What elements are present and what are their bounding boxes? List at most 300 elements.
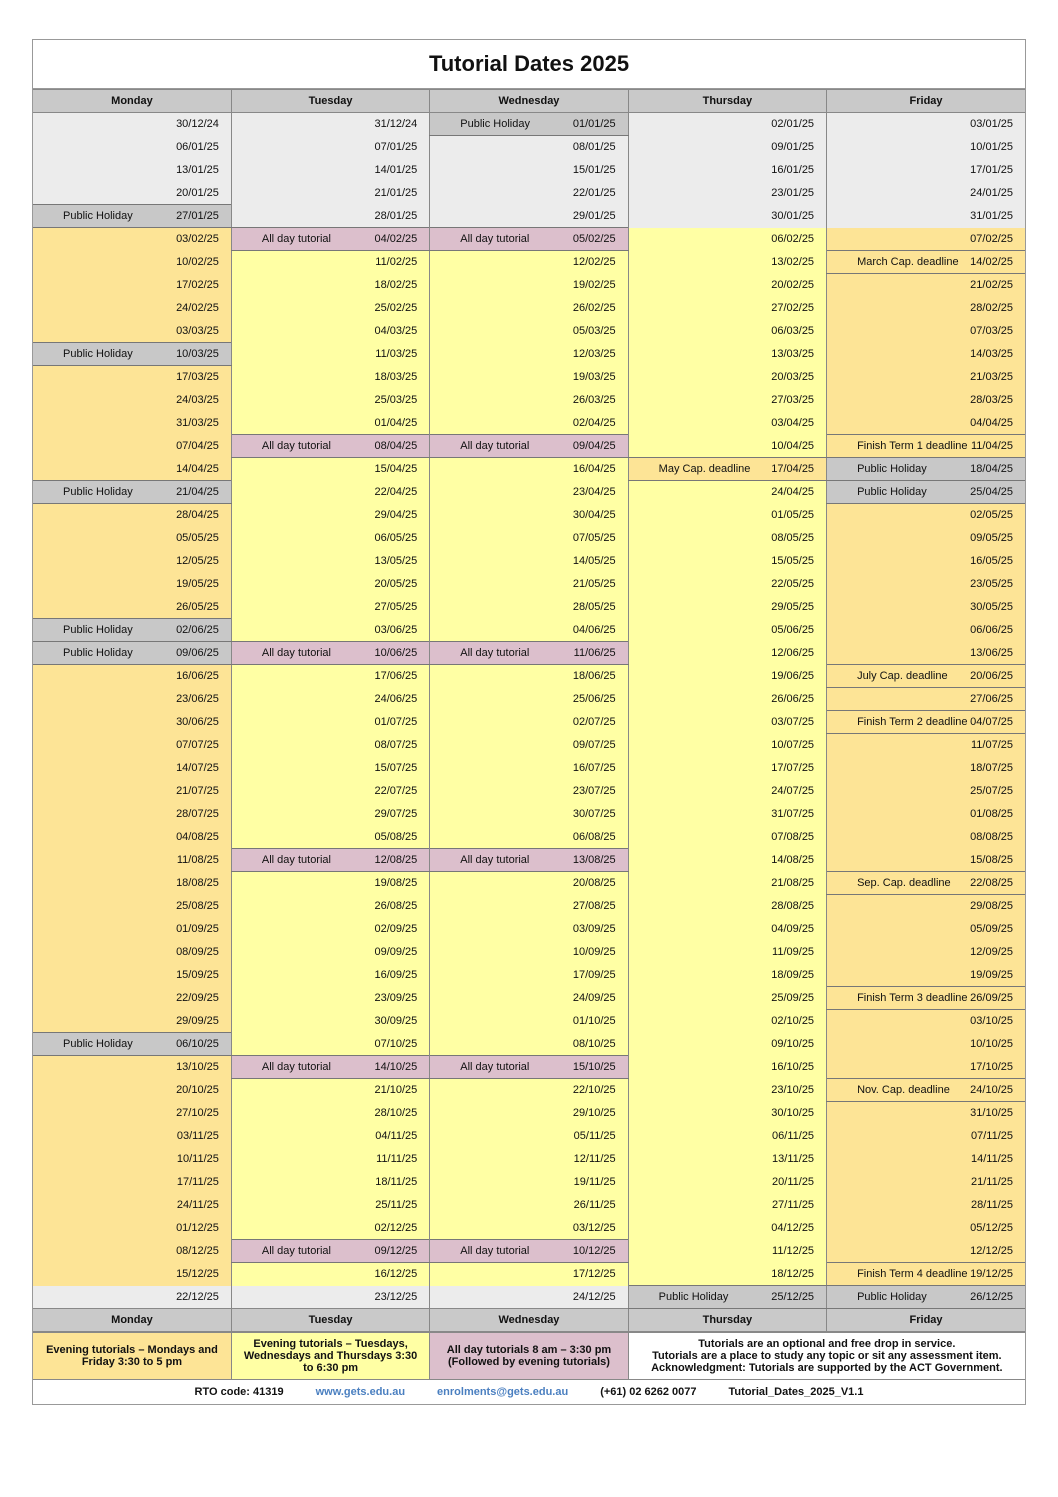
- day-cell-friday: [827, 826, 1025, 849]
- day-cell-tuesday: [231, 274, 429, 297]
- date-value: 23/12/25: [374, 1290, 418, 1303]
- event-label: All day tutorial: [460, 1245, 530, 1257]
- date-value: 30/09/25: [374, 1015, 418, 1027]
- day-cell-friday: [827, 159, 1025, 182]
- date-value: 03/03/25: [176, 324, 219, 337]
- date-value: 09/12/25: [374, 1245, 418, 1257]
- day-cell-tuesday: [231, 297, 429, 320]
- date-value: 11/06/25: [573, 647, 616, 659]
- day-cell-friday: [827, 320, 1025, 343]
- day-cell-wednesday: [430, 987, 628, 1010]
- day-cell-wednesday: [430, 1171, 628, 1194]
- week-row: [33, 228, 1025, 251]
- week-row: [33, 366, 1025, 389]
- week-row: [33, 113, 1025, 136]
- date-value: 09/01/25: [771, 141, 815, 153]
- legend-evening-monday-friday: Evening tutorials – Mondays and Friday 3:30 to 5 pm: [33, 1333, 231, 1380]
- day-cell-tuesday: [231, 1194, 429, 1217]
- day-cell-tuesday: [231, 780, 429, 803]
- date-value: 22/07/25: [374, 785, 418, 797]
- day-cell-friday: [827, 941, 1025, 964]
- day-cell-thursday: [628, 757, 826, 780]
- day-cell-wednesday: [430, 1125, 628, 1148]
- date-value: 28/01/25: [374, 209, 418, 222]
- date-value: 16/04/25: [572, 463, 616, 476]
- day-cell-thursday: [628, 251, 826, 274]
- day-cell-tuesday: [231, 1171, 429, 1194]
- date-value: 06/02/25: [771, 233, 815, 245]
- date-value: 24/10/25: [970, 1084, 1013, 1096]
- week-row: [33, 872, 1025, 895]
- day-cell-tuesday: [231, 1056, 429, 1079]
- day-cell-thursday: [628, 941, 826, 964]
- day-cell-monday: [33, 1263, 231, 1286]
- day-cell-thursday: [628, 136, 826, 159]
- date-value: 11/02/25: [375, 256, 418, 269]
- day-cell-friday: [827, 1033, 1025, 1056]
- day-cell-monday: [33, 573, 231, 596]
- date-value: 22/10/25: [572, 1084, 616, 1097]
- date-value: 22/12/25: [176, 1290, 219, 1303]
- day-cell-tuesday: [231, 113, 429, 136]
- date-value: 10/02/25: [176, 256, 219, 268]
- day-cell-friday: [827, 665, 1025, 688]
- day-cell-monday: [33, 251, 231, 274]
- day-cell-thursday: [628, 1056, 826, 1079]
- date-value: 09/09/25: [374, 946, 418, 958]
- day-cell-thursday: [628, 458, 826, 481]
- day-cell-wednesday: [430, 412, 628, 435]
- date-value: 08/07/25: [374, 739, 418, 751]
- day-cell-monday: [33, 412, 231, 435]
- date-value: 07/02/25: [970, 232, 1013, 245]
- date-value: 03/11/25: [176, 1130, 219, 1142]
- date-value: 29/04/25: [374, 509, 418, 521]
- day-cell-monday: [33, 274, 231, 297]
- date-value: 19/03/25: [572, 371, 616, 383]
- day-cell-friday: [827, 1240, 1025, 1263]
- date-value: 14/01/25: [374, 164, 418, 176]
- day-cell-tuesday: [231, 1148, 429, 1171]
- week-row: [33, 297, 1025, 320]
- date-value: 22/05/25: [771, 578, 815, 590]
- day-cell-thursday: [628, 1217, 826, 1240]
- day-cell-tuesday: [231, 205, 429, 228]
- date-value: 23/04/25: [572, 486, 616, 498]
- date-value: 17/03/25: [176, 371, 219, 384]
- day-cell-wednesday: [430, 1217, 628, 1240]
- date-value: 18/09/25: [771, 969, 815, 981]
- date-value: 30/10/25: [771, 1107, 815, 1119]
- day-cell-wednesday: [430, 435, 628, 458]
- date-value: 12/12/25: [970, 1244, 1013, 1257]
- day-cell-wednesday: [430, 481, 628, 504]
- date-value: 03/01/25: [970, 118, 1013, 131]
- day-cell-wednesday: [430, 182, 628, 205]
- day-cell-monday: [33, 1286, 231, 1309]
- day-cell-thursday: [628, 159, 826, 182]
- day-cell-wednesday: [430, 688, 628, 711]
- week-row: [33, 136, 1025, 159]
- day-cell-friday: [827, 205, 1025, 228]
- week-row: [33, 550, 1025, 573]
- date-value: 26/12/25: [970, 1291, 1013, 1303]
- day-cell-tuesday: [231, 849, 429, 872]
- week-row: [33, 504, 1025, 527]
- day-cell-friday: [827, 1217, 1025, 1240]
- day-cell-thursday: [628, 1194, 826, 1217]
- day-cell-thursday: [628, 642, 826, 665]
- day-cell-wednesday: [430, 1010, 628, 1033]
- day-cell-tuesday: [231, 182, 429, 205]
- day-cell-thursday: [628, 320, 826, 343]
- date-value: 24/07/25: [771, 785, 815, 797]
- date-value: 06/03/25: [771, 325, 815, 337]
- day-cell-monday: [33, 987, 231, 1010]
- date-value: 12/09/25: [970, 946, 1013, 958]
- day-cell-tuesday: [231, 228, 429, 251]
- date-value: 26/08/25: [374, 900, 418, 912]
- day-cell-friday: [827, 895, 1025, 918]
- week-row: [33, 481, 1025, 504]
- email-link[interactable]: enrolments@gets.edu.au: [437, 1386, 569, 1398]
- date-value: 14/10/25: [374, 1061, 418, 1073]
- date-value: 07/11/25: [970, 1130, 1013, 1142]
- event-label: Public Holiday: [63, 348, 133, 360]
- day-cell-thursday: [628, 573, 826, 596]
- day-cell-wednesday: [430, 826, 628, 849]
- day-cell-tuesday: [231, 527, 429, 550]
- event-label: All day tutorial: [261, 854, 331, 866]
- date-value: 25/08/25: [176, 900, 219, 912]
- week-row: [33, 1263, 1025, 1286]
- date-value: 14/08/25: [771, 854, 815, 866]
- day-cell-wednesday: [430, 251, 628, 274]
- day-cell-tuesday: [231, 159, 429, 182]
- day-cell-monday: [33, 320, 231, 343]
- day-cell-monday: [33, 136, 231, 159]
- date-value: 02/07/25: [572, 716, 616, 728]
- event-label: All day tutorial: [460, 854, 530, 866]
- day-cell-wednesday: [430, 665, 628, 688]
- date-value: 27/02/25: [771, 302, 815, 314]
- day-cell-wednesday: [430, 964, 628, 987]
- date-value: 13/08/25: [572, 854, 616, 866]
- day-cell-thursday: [628, 1010, 826, 1033]
- date-value: 15/07/25: [374, 762, 418, 774]
- week-row: [33, 182, 1025, 205]
- day-cell-thursday: [628, 182, 826, 205]
- date-value: 03/09/25: [572, 923, 616, 935]
- date-value: 12/08/25: [374, 854, 418, 866]
- date-value: 04/03/25: [374, 325, 418, 337]
- day-cell-tuesday: [231, 711, 429, 734]
- event-label: All day tutorial: [261, 647, 331, 659]
- date-value: 30/04/25: [572, 509, 616, 521]
- date-value: 23/09/25: [374, 992, 418, 1004]
- date-value: 11/12/25: [772, 1245, 815, 1257]
- day-cell-monday: [33, 780, 231, 803]
- date-value: 11/03/25: [375, 348, 418, 360]
- date-value: 27/03/25: [771, 394, 815, 406]
- calendar-table: [33, 89, 1025, 1332]
- day-cell-tuesday: [231, 481, 429, 504]
- day-cell-monday: [33, 1033, 231, 1056]
- day-cell-friday: [827, 734, 1025, 757]
- date-value: 15/01/25: [572, 164, 616, 176]
- day-cell-friday: [827, 1194, 1025, 1217]
- date-value: 07/08/25: [771, 831, 815, 843]
- date-value: 23/07/25: [572, 785, 616, 797]
- date-value: 28/04/25: [176, 509, 219, 522]
- date-value: 08/09/25: [176, 946, 219, 958]
- date-value: 21/01/25: [374, 187, 418, 199]
- day-cell-tuesday: [231, 688, 429, 711]
- day-cell-tuesday: [231, 1263, 429, 1286]
- day-cell-monday: [33, 481, 231, 504]
- footer-header-tuesday: Tuesday: [231, 1309, 429, 1332]
- day-cell-tuesday: [231, 435, 429, 458]
- date-value: 25/12/25: [771, 1291, 815, 1303]
- date-value: 24/02/25: [176, 302, 219, 314]
- day-cell-thursday: [628, 665, 826, 688]
- day-cell-thursday: [628, 780, 826, 803]
- week-row: [33, 688, 1025, 711]
- date-value: 19/05/25: [176, 578, 219, 590]
- date-value: 01/07/25: [374, 716, 418, 728]
- date-value: 01/09/25: [176, 923, 219, 935]
- date-value: 07/01/25: [374, 141, 418, 153]
- event-label: All day tutorial: [261, 1245, 331, 1257]
- day-cell-thursday: [628, 527, 826, 550]
- date-value: 08/04/25: [374, 440, 418, 452]
- day-cell-wednesday: [430, 1148, 628, 1171]
- day-cell-wednesday: [430, 113, 628, 136]
- date-value: 02/12/25: [374, 1221, 418, 1234]
- date-value: 09/07/25: [572, 739, 616, 751]
- week-row: [33, 1217, 1025, 1240]
- date-value: 03/02/25: [176, 233, 219, 246]
- week-row: [33, 826, 1025, 849]
- date-value: 05/11/25: [573, 1130, 616, 1142]
- week-row: [33, 1286, 1025, 1309]
- event-label: Sep. Cap. deadline: [857, 877, 951, 889]
- week-row: [33, 803, 1025, 826]
- date-value: 21/11/25: [970, 1176, 1013, 1188]
- date-value: 30/05/25: [970, 601, 1013, 613]
- day-cell-tuesday: [231, 1217, 429, 1240]
- date-value: 12/05/25: [176, 555, 219, 567]
- day-cell-wednesday: [430, 573, 628, 596]
- header-monday: Monday: [33, 90, 231, 113]
- day-cell-friday: [827, 136, 1025, 159]
- date-value: 21/02/25: [970, 279, 1013, 292]
- day-cell-friday: [827, 619, 1025, 642]
- date-value: 05/02/25: [572, 233, 616, 245]
- date-value: 29/09/25: [176, 1014, 219, 1027]
- date-value: 09/04/25: [572, 440, 616, 452]
- day-cell-monday: [33, 941, 231, 964]
- date-value: 10/11/25: [176, 1153, 219, 1165]
- week-row: [33, 435, 1025, 458]
- date-value: 29/10/25: [572, 1107, 616, 1119]
- day-cell-wednesday: [430, 274, 628, 297]
- day-cell-wednesday: [430, 527, 628, 550]
- day-cell-thursday: [628, 435, 826, 458]
- day-cell-monday: [33, 665, 231, 688]
- day-cell-monday: [33, 1148, 231, 1171]
- day-cell-wednesday: [430, 1286, 628, 1309]
- day-cell-monday: [33, 711, 231, 734]
- day-cell-tuesday: [231, 665, 429, 688]
- day-cell-friday: [827, 481, 1025, 504]
- date-value: 06/06/25: [970, 624, 1013, 636]
- day-cell-friday: [827, 458, 1025, 481]
- day-cell-friday: [827, 1148, 1025, 1171]
- week-row: [33, 665, 1025, 688]
- date-value: 04/08/25: [176, 831, 219, 843]
- week-row: [33, 458, 1025, 481]
- day-cell-monday: [33, 734, 231, 757]
- day-cell-monday: [33, 504, 231, 527]
- day-cell-wednesday: [430, 159, 628, 182]
- event-label: May Cap. deadline: [658, 463, 751, 475]
- day-cell-tuesday: [231, 458, 429, 481]
- date-value: 29/01/25: [572, 209, 616, 222]
- date-value: 09/10/25: [771, 1038, 815, 1050]
- week-row: [33, 711, 1025, 734]
- date-value: 15/09/25: [176, 969, 219, 981]
- date-value: 27/06/25: [970, 693, 1013, 705]
- day-cell-tuesday: [231, 251, 429, 274]
- date-value: 17/02/25: [176, 279, 219, 291]
- day-cell-friday: [827, 228, 1025, 251]
- date-value: 23/01/25: [771, 187, 815, 199]
- day-cell-wednesday: [430, 918, 628, 941]
- date-value: 03/04/25: [771, 417, 815, 429]
- website-link[interactable]: www.gets.edu.au: [315, 1386, 406, 1398]
- date-value: 20/03/25: [771, 371, 815, 383]
- header-row-bottom: [33, 1309, 1025, 1332]
- week-row: [33, 895, 1025, 918]
- date-value: 22/08/25: [970, 877, 1013, 889]
- day-cell-monday: [33, 872, 231, 895]
- event-label: All day tutorial: [261, 1061, 331, 1073]
- week-row: [33, 205, 1025, 228]
- day-cell-monday: [33, 182, 231, 205]
- day-cell-thursday: [628, 688, 826, 711]
- page-title: Tutorial Dates 2025: [33, 40, 1025, 89]
- day-cell-thursday: [628, 504, 826, 527]
- week-row: [33, 780, 1025, 803]
- event-label: Finish Term 3 deadline: [857, 992, 968, 1004]
- day-cell-monday: [33, 550, 231, 573]
- date-value: 10/12/25: [572, 1245, 616, 1257]
- day-cell-wednesday: [430, 550, 628, 573]
- date-value: 04/09/25: [771, 923, 815, 935]
- date-value: 01/04/25: [374, 416, 418, 429]
- day-cell-monday: [33, 619, 231, 642]
- week-row: [33, 849, 1025, 872]
- week-row: [33, 343, 1025, 366]
- date-value: 01/10/25: [572, 1015, 616, 1027]
- date-value: 31/01/25: [970, 210, 1013, 222]
- date-value: 04/06/25: [572, 623, 616, 636]
- date-value: 06/08/25: [572, 830, 616, 843]
- day-cell-tuesday: [231, 596, 429, 619]
- date-value: 31/03/25: [176, 417, 219, 429]
- date-value: 22/01/25: [572, 187, 616, 199]
- day-cell-tuesday: [231, 136, 429, 159]
- event-label: All day tutorial: [460, 440, 530, 452]
- day-cell-friday: [827, 596, 1025, 619]
- day-cell-wednesday: [430, 366, 628, 389]
- event-label: All day tutorial: [460, 1061, 530, 1073]
- date-value: 26/11/25: [573, 1199, 616, 1211]
- day-cell-monday: [33, 964, 231, 987]
- date-value: 12/02/25: [572, 256, 616, 269]
- day-cell-thursday: [628, 1263, 826, 1286]
- day-cell-tuesday: [231, 987, 429, 1010]
- date-value: 19/08/25: [374, 877, 418, 890]
- day-cell-wednesday: [430, 803, 628, 826]
- date-value: 22/09/25: [176, 992, 219, 1004]
- date-value: 13/11/25: [772, 1153, 815, 1165]
- date-value: 10/03/25: [176, 348, 219, 360]
- date-value: 10/06/25: [374, 647, 418, 659]
- day-cell-tuesday: [231, 366, 429, 389]
- week-row: [33, 964, 1025, 987]
- footer-header-friday: Friday: [827, 1309, 1025, 1332]
- date-value: 16/05/25: [970, 555, 1013, 567]
- day-cell-monday: [33, 1171, 231, 1194]
- date-value: 25/09/25: [771, 992, 815, 1004]
- date-value: 25/11/25: [375, 1199, 418, 1211]
- day-cell-wednesday: [430, 1033, 628, 1056]
- date-value: 02/10/25: [771, 1015, 815, 1027]
- date-value: 12/03/25: [572, 348, 616, 360]
- week-row: [33, 596, 1025, 619]
- week-row: [33, 757, 1025, 780]
- event-label: Public Holiday: [460, 118, 530, 130]
- date-value: 23/06/25: [176, 693, 219, 705]
- date-value: 18/07/25: [970, 762, 1013, 774]
- day-cell-tuesday: [231, 964, 429, 987]
- day-cell-monday: [33, 803, 231, 826]
- date-value: 10/10/25: [970, 1038, 1013, 1050]
- week-row: [33, 389, 1025, 412]
- day-cell-tuesday: [231, 573, 429, 596]
- day-cell-monday: [33, 1240, 231, 1263]
- day-cell-monday: [33, 1056, 231, 1079]
- day-cell-friday: [827, 964, 1025, 987]
- day-cell-monday: [33, 1217, 231, 1240]
- event-label: Finish Term 2 deadline: [857, 716, 968, 728]
- date-value: 10/09/25: [572, 946, 616, 958]
- week-row: [33, 159, 1025, 182]
- date-value: 31/12/24: [374, 118, 418, 131]
- day-cell-wednesday: [430, 895, 628, 918]
- day-cell-friday: [827, 1125, 1025, 1148]
- day-cell-tuesday: [231, 872, 429, 895]
- week-row: [33, 1010, 1025, 1033]
- day-cell-wednesday: [430, 711, 628, 734]
- date-value: 16/10/25: [771, 1061, 815, 1073]
- date-value: 24/04/25: [771, 486, 815, 499]
- event-label: Public Holiday: [63, 647, 133, 659]
- date-value: 13/06/25: [970, 646, 1013, 659]
- day-cell-tuesday: [231, 642, 429, 665]
